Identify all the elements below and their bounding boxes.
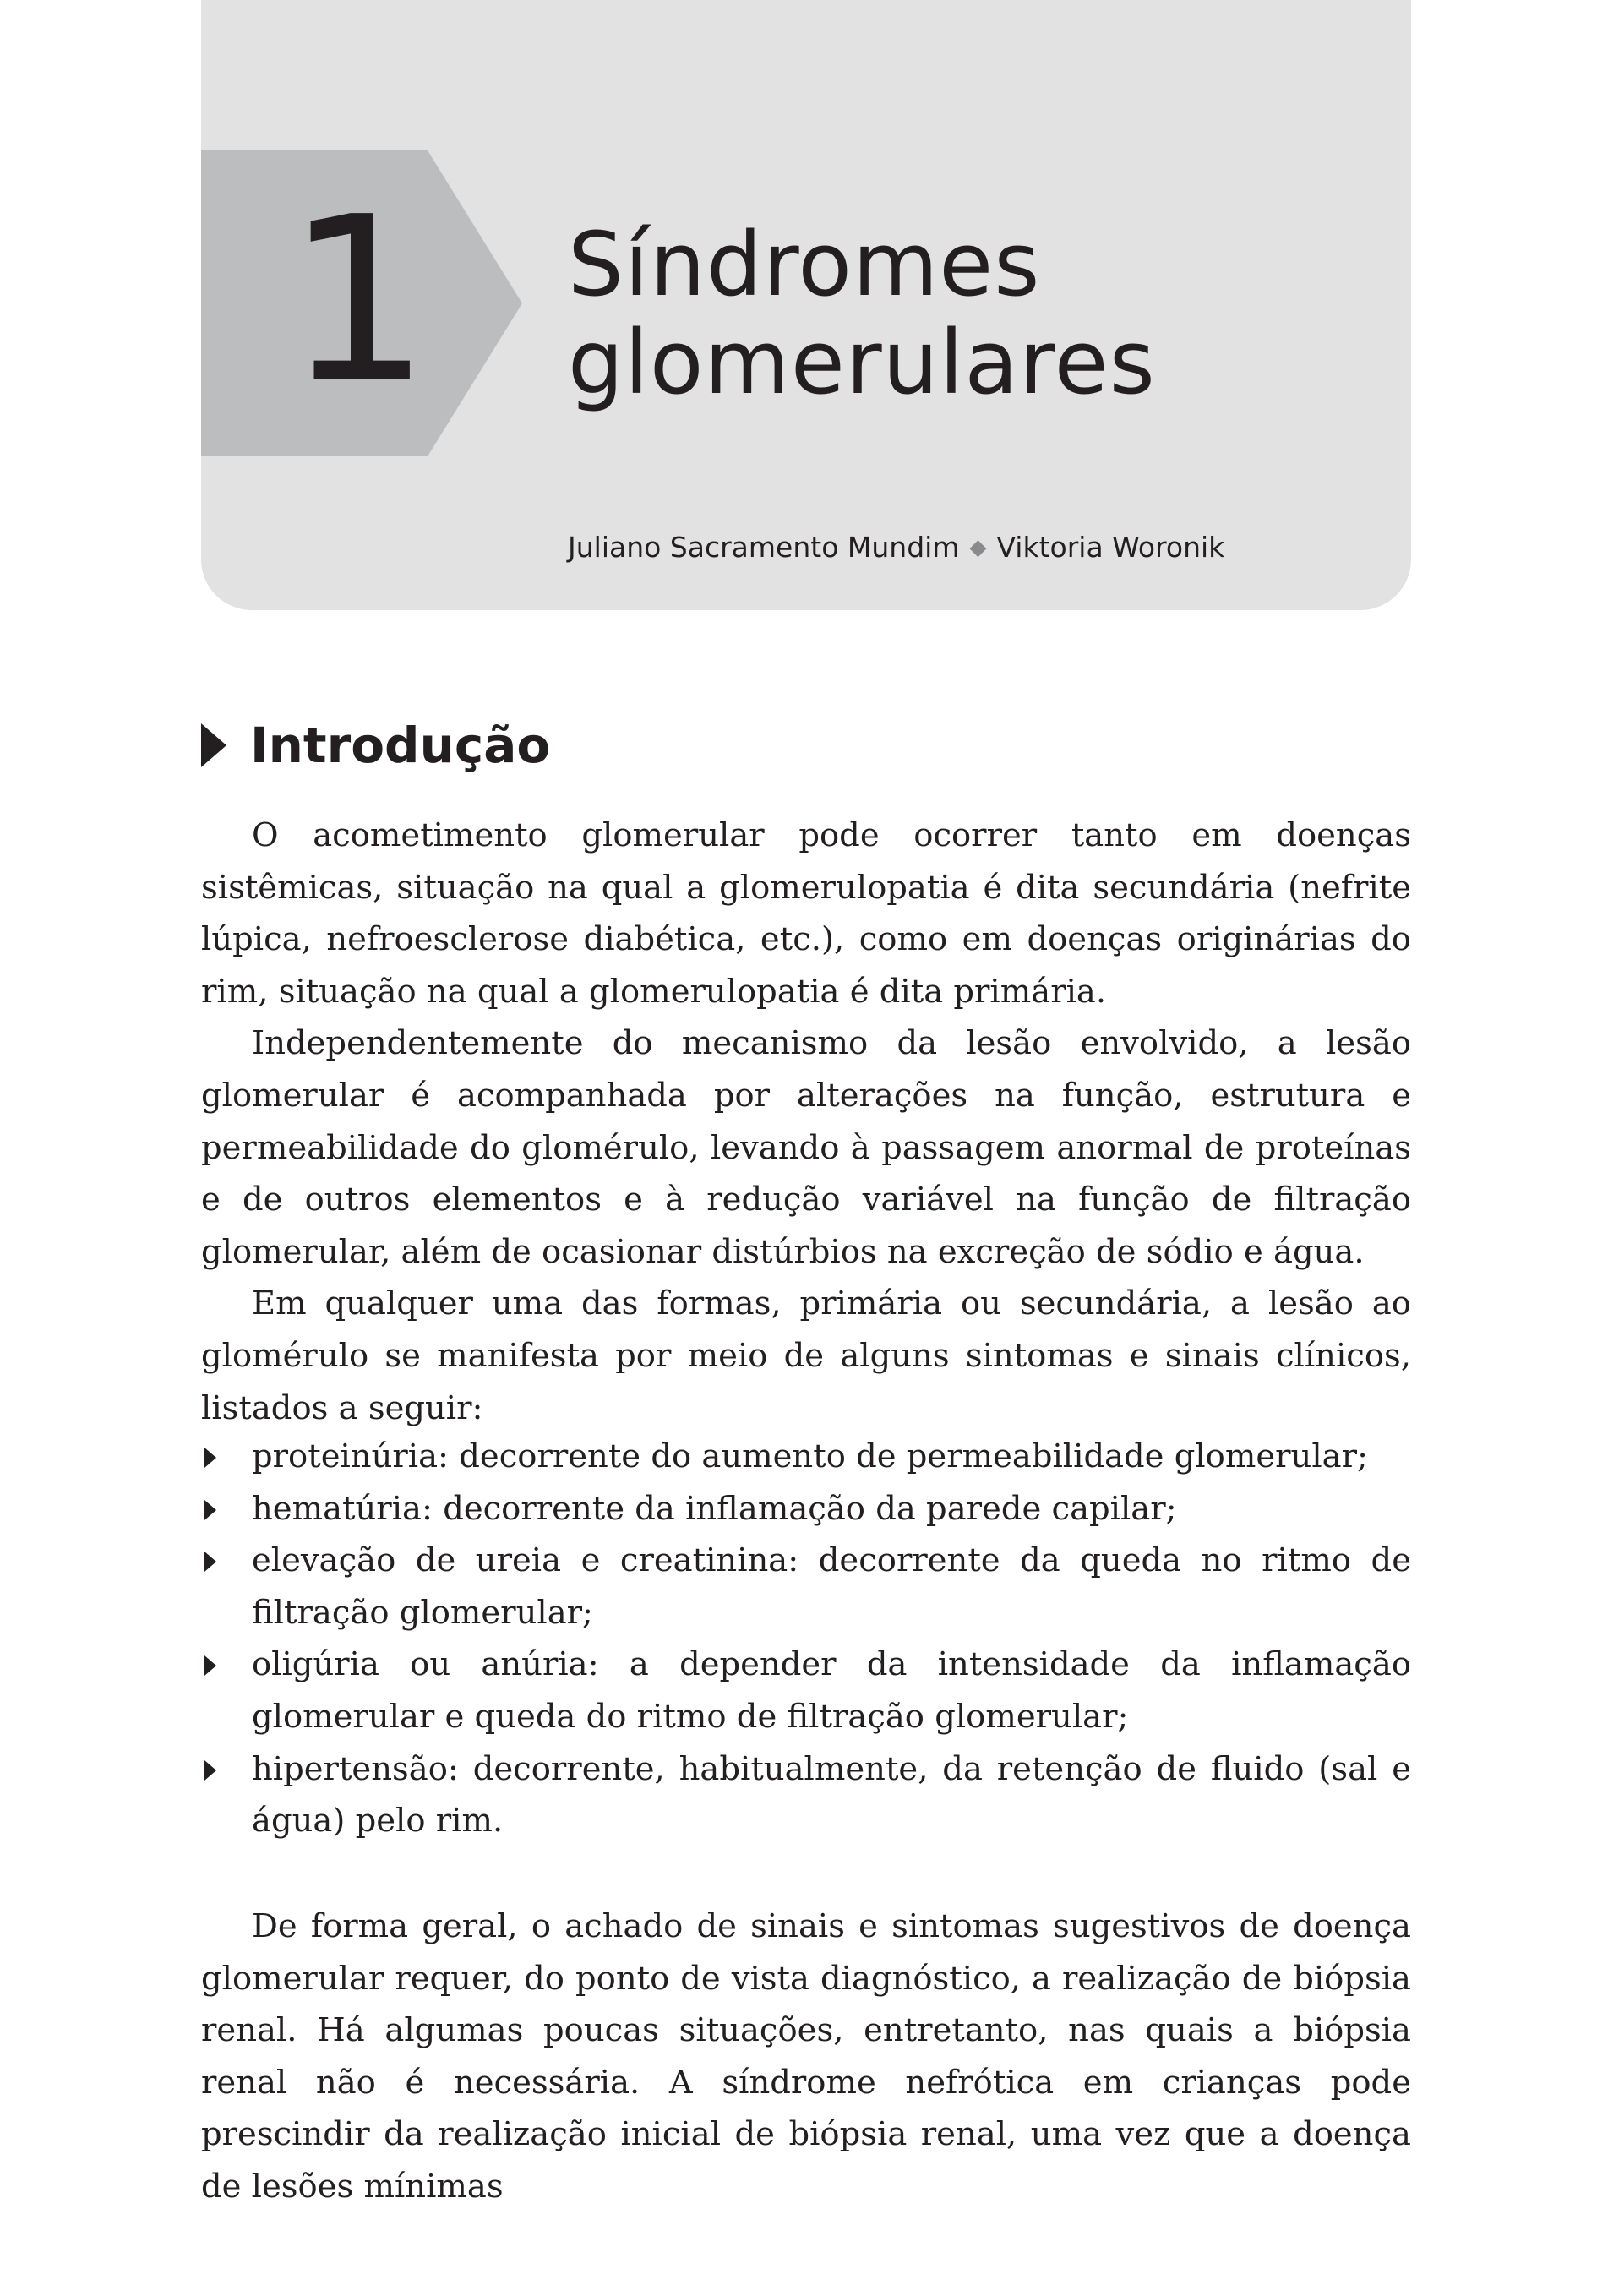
list-item-text: oligúria ou anúria: a depender da intensidade da inflamação glomerular e queda do ritmo de filtração glomerular; xyxy=(252,1645,1411,1736)
list-item-text: proteinúria: decorrente do aumento de permeabilidade glomerular; xyxy=(252,1437,1368,1475)
list-item xyxy=(201,1431,1411,1483)
paragraph: Em qualquer uma das formas, primária ou secundária, a lesão ao glomérulo se manifesta por meio de alguns sintomas e sinais clínicos, listados a seguir: xyxy=(201,1284,1411,1427)
chapter-title-line2: glomerulares xyxy=(568,311,1156,414)
chapter-number: 1 xyxy=(286,167,431,434)
diamond-separator-icon: ◆ xyxy=(969,535,987,560)
paragraph: Independentemente do mecanismo da lesão envolvido, a lesão glomerular é acompanhada por alterações na função, estrutura e permeabilidade do glomérulo, levando à passagem anormal de proteínas e de outros elementos e à redução variável na função de filtração glomerular, além de ocasionar distúrbios na excreção de sódio e água. xyxy=(201,1024,1411,1271)
list-item-text: hematúria: decorrente da inflamação da parede capilar; xyxy=(252,1489,1177,1528)
closing-paragraph-block xyxy=(201,1901,1411,2213)
triangle-bullet-icon xyxy=(204,1552,216,1572)
list-item-text: elevação de ureia e creatinina: decorrente da queda no ritmo de filtração glomerular; xyxy=(252,1541,1411,1632)
chapter-title xyxy=(568,215,1379,412)
triangle-bullet-icon xyxy=(204,1655,216,1676)
chapter-number-badge xyxy=(201,150,522,456)
author-name: Juliano Sacramento Mundim xyxy=(568,531,960,564)
intro-paragraphs xyxy=(201,810,1411,1434)
list-item xyxy=(201,1743,1411,1847)
list-item-text: hipertensão: decorrente, habitualmente, da retenção de fluido (sal e água) pelo rim. xyxy=(252,1749,1411,1841)
symptom-list xyxy=(201,1431,1411,1847)
list-item xyxy=(201,1639,1411,1742)
paragraph: O acometimento glomerular pode ocorrer tanto em doenças sistêmicas, situação na qual a glomerulopatia é dita secundária (nefrite lúpica, nefroesclerose diabética, etc.), como em doenças originárias do rim, situação na qual a glomerulopatia é dita primária. xyxy=(201,816,1411,1011)
triangle-bullet-icon xyxy=(201,723,226,767)
triangle-bullet-icon xyxy=(204,1500,216,1520)
section-heading xyxy=(201,712,550,779)
triangle-bullet-icon xyxy=(204,1760,216,1781)
section-heading-text: Introdução xyxy=(250,717,551,774)
triangle-bullet-icon xyxy=(204,1448,216,1468)
chapter-title-line1: Síndromes xyxy=(568,213,1041,316)
author-name: Viktoria Woronik xyxy=(996,531,1225,564)
list-item xyxy=(201,1483,1411,1535)
chapter-authors xyxy=(568,531,1224,564)
paragraph: De forma geral, o achado de sinais e sintomas sugestivos de doença glomerular requer, do ponto de vista diagnóstico, a realização de biópsia renal. Há algumas poucas situações, entretanto, nas quais a biópsia renal não é necessária. A síndrome nefrótica em crianças pode prescindir da realização inicial de biópsia renal, uma vez que a doença de lesões mínimas xyxy=(201,1907,1411,2206)
list-item xyxy=(201,1535,1411,1639)
